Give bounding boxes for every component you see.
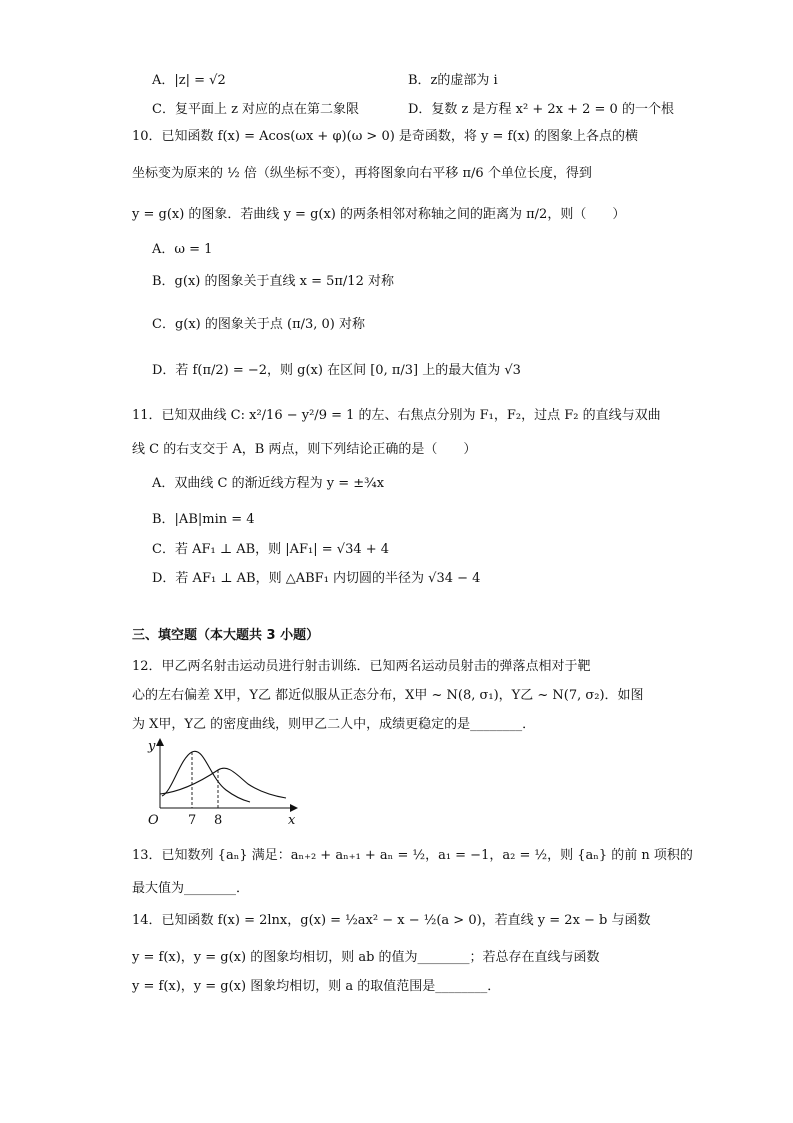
section-3-heading: 三、填空题（本大题共 3 小题） <box>132 628 320 643</box>
question-13-line-2: 最大值为________． <box>132 881 250 896</box>
density-curve-y <box>162 751 250 802</box>
tick-label-7: 7 <box>188 813 197 828</box>
question-10-option-b: B．g(x) 的图象关于直线 x = 5π/12 对称 <box>152 274 394 289</box>
question-14-line-2: y = f(x)，y = g(x) 的图象均相切，则 ab 的值为________；若总存在直线与函数 <box>132 950 600 965</box>
question-10-option-c: C．g(x) 的图象关于点 (π/3, 0) 对称 <box>152 317 366 332</box>
question-11-option-b: B．|AB|min = 4 <box>152 512 255 527</box>
question-11-line-1: 11．已知双曲线 C: x²/16 − y²/9 = 1 的左、右焦点分别为 F₁，F₂，过点 F₂ 的直线与双曲 <box>132 408 661 423</box>
x-axis-arrow-icon <box>290 804 298 812</box>
origin-label: O <box>148 813 159 828</box>
question-11-option-d: D．若 AF₁ ⊥ AB，则 △ABF₁ 内切圆的半径为 √34 − 4 <box>152 571 481 586</box>
y-axis-arrow-icon <box>156 738 164 746</box>
question-14-line-3: y = f(x)，y = g(x) 图象均相切，则 a 的取值范围是________． <box>132 979 501 994</box>
question-11-line-2: 线 C 的右支交于 A，B 两点，则下列结论正确的是（ ） <box>132 442 477 457</box>
x-axis-label: x <box>288 813 296 828</box>
question-10-line-1: 10．已知函数 f(x) = Acos(ωx + φ)(ω > 0) 是奇函数，将 y = f(x) 的图象上各点的横 <box>132 129 638 144</box>
question-10-line-2: 坐标变为原来的 ½ 倍（纵坐标不变），再将图象向右平移 π/6 个单位长度，得到 <box>132 166 592 181</box>
question-12-line-2: 心的左右偏差 X甲，Y乙 都近似服从正态分布，X甲 ~ N(8, σ₁)，Y乙 ~ N(7, σ₂)．如图 <box>132 688 644 703</box>
question-12-line-3: 为 X甲，Y乙 的密度曲线，则甲乙二人中，成绩更稳定的是________． <box>132 717 536 732</box>
question-13-line-1: 13．已知数列 {aₙ} 满足：aₙ₊₂ + aₙ₊₁ + aₙ = ½，a₁ = −1，a₂ = ½，则 {aₙ} 的前 n 项积的 <box>132 848 693 863</box>
question-10-option-d: D．若 f(π/2) = −2，则 g(x) 在区间 [0, π/3] 上的最大值为 √3 <box>152 363 521 378</box>
option-12-a: A．|z| = √2 <box>152 73 226 88</box>
density-curve-x <box>160 768 286 798</box>
option-12-b: B．z的虚部为 i <box>408 73 498 88</box>
y-axis-label: y <box>148 739 156 754</box>
question-10-option-a: A．ω = 1 <box>152 242 213 257</box>
question-11-option-a: A．双曲线 C 的渐近线方程为 y = ±¾x <box>152 476 385 491</box>
tick-label-8: 8 <box>214 813 223 828</box>
option-12-c: C．复平面上 z 对应的点在第二象限 <box>152 102 360 117</box>
question-10-line-3: y = g(x) 的图象．若曲线 y = g(x) 的两条相邻对称轴之间的距离为 π/2，则（ ） <box>132 207 626 222</box>
question-12-line-1: 12．甲乙两名射击运动员进行射击训练．已知两名运动员射击的弹落点相对于靶 <box>132 659 591 674</box>
question-14-line-1: 14．已知函数 f(x) = 2lnx，g(x) = ½ax² − x − ½(a > 0)，若直线 y = 2x − b 与函数 <box>132 913 651 928</box>
density-curve-graph <box>130 738 300 830</box>
question-11-option-c: C．若 AF₁ ⊥ AB，则 |AF₁| = √34 + 4 <box>152 542 390 557</box>
option-12-d: D．复数 z 是方程 x² + 2x + 2 = 0 的一个根 <box>408 102 674 117</box>
